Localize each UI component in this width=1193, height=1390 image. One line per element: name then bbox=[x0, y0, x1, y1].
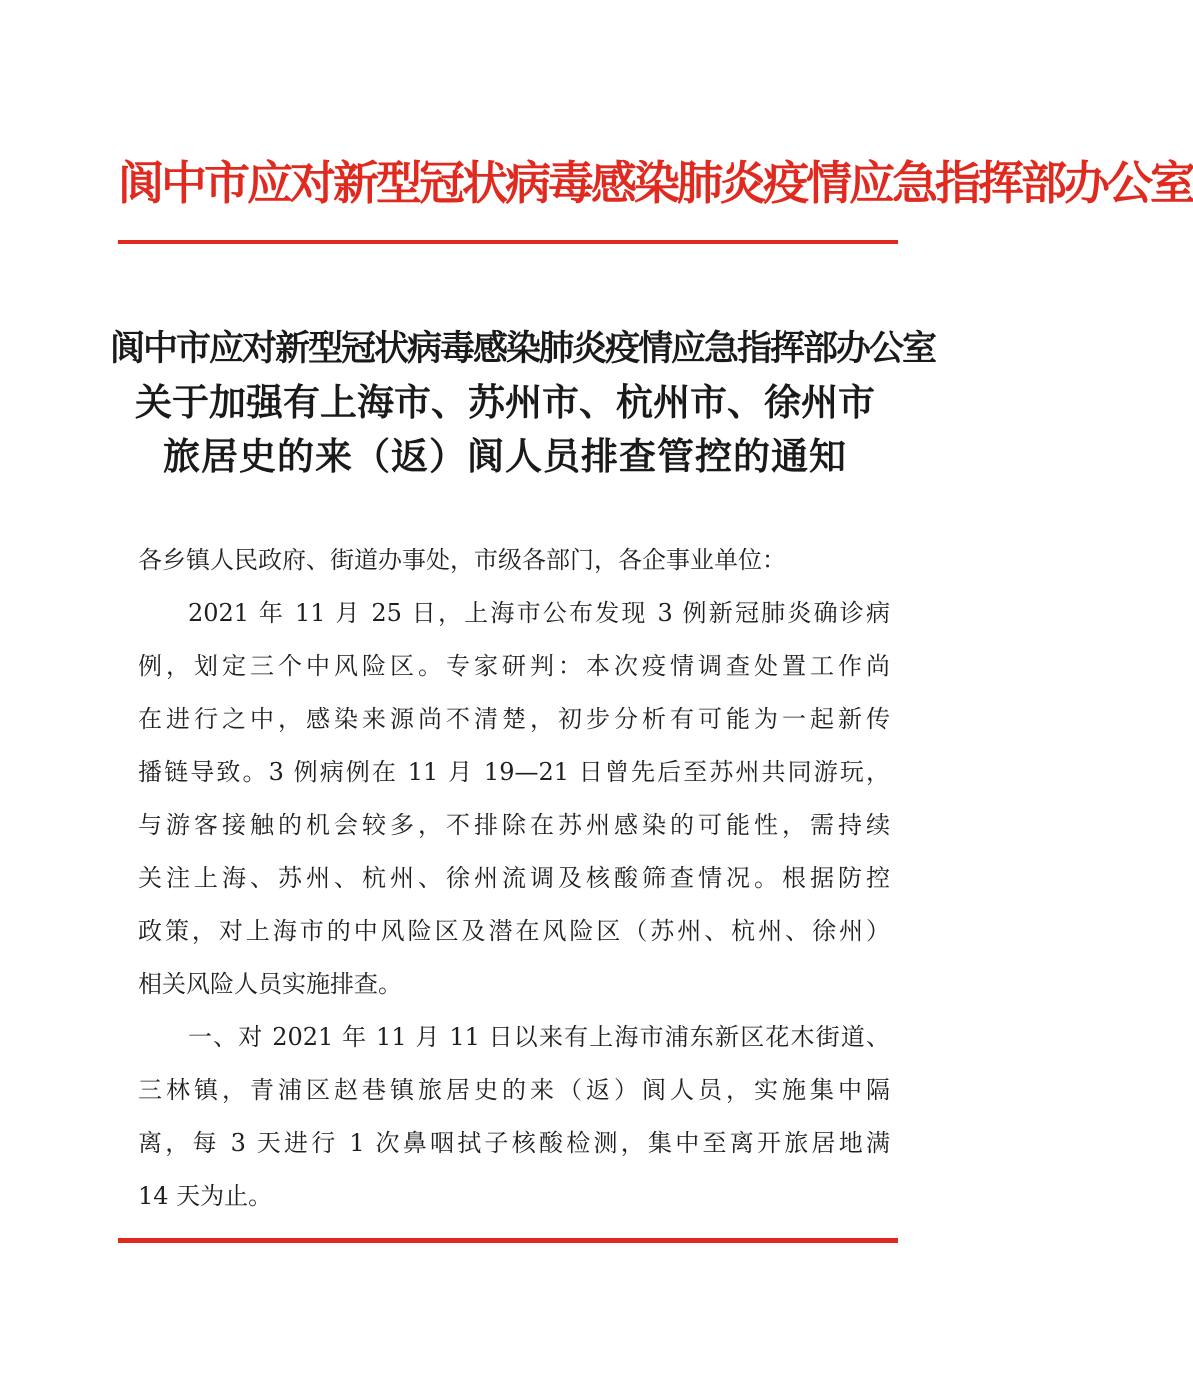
document-body bbox=[138, 534, 890, 1223]
title-line-3: 旅居史的来（返）阆人员排查管控的通知 bbox=[163, 435, 847, 478]
paragraph-2-line: 离，每 3 天进行 1 次鼻咽拭子核酸检测，集中至离开旅居地满 bbox=[138, 1129, 890, 1157]
paragraph-2-line: 一、对 2021 年 11 月 11 日以来有上海市浦东新区花木街道、 bbox=[188, 1023, 890, 1051]
header-red-rule bbox=[118, 240, 898, 244]
paragraph-1-line: 在进行之中，感染来源尚不清楚，初步分析有可能为一起新传 bbox=[138, 705, 890, 733]
addressee-line: 各乡镇人民政府、街道办事处，市级各部门，各企事业单位： bbox=[138, 546, 786, 574]
footer-red-rule bbox=[118, 1238, 898, 1243]
paragraph-1-line: 相关风险人员实施排查。 bbox=[138, 970, 402, 998]
paragraph-1-line: 例，划定三个中风险区。专家研判：本次疫情调查处置工作尚 bbox=[138, 652, 890, 680]
document-title bbox=[110, 322, 936, 484]
title-line-2: 关于加强有上海市、苏州市、杭州市、徐州市 bbox=[135, 381, 875, 424]
paragraph-2-line: 14 天为止。 bbox=[138, 1182, 273, 1210]
paragraph-1-line: 与游客接触的机会较多，不排除在苏州感染的可能性，需持续 bbox=[138, 811, 890, 839]
paragraph-2-line: 三林镇，青浦区赵巷镇旅居史的来（返）阆人员，实施集中隔 bbox=[138, 1076, 890, 1104]
issuing-office-header: 阆中市应对新型冠状病毒感染肺炎疫情应急指挥部办公室 bbox=[118, 156, 1193, 210]
paragraph-1-line: 政策，对上海市的中风险区及潜在风险区（苏州、杭州、徐州） bbox=[138, 917, 890, 945]
paragraph-1-line: 播链导致。3 例病例在 11 月 19—21 日曾先后至苏州共同游玩， bbox=[138, 758, 890, 786]
title-line-1: 阆中市应对新型冠状病毒感染肺炎疫情应急指挥部办公室 bbox=[110, 329, 936, 369]
paragraph-1-line: 关注上海、苏州、杭州、徐州流调及核酸筛查情况。根据防控 bbox=[138, 864, 890, 892]
paragraph-1-line: 2021 年 11 月 25 日，上海市公布发现 3 例新冠肺炎确诊病 bbox=[188, 599, 890, 627]
